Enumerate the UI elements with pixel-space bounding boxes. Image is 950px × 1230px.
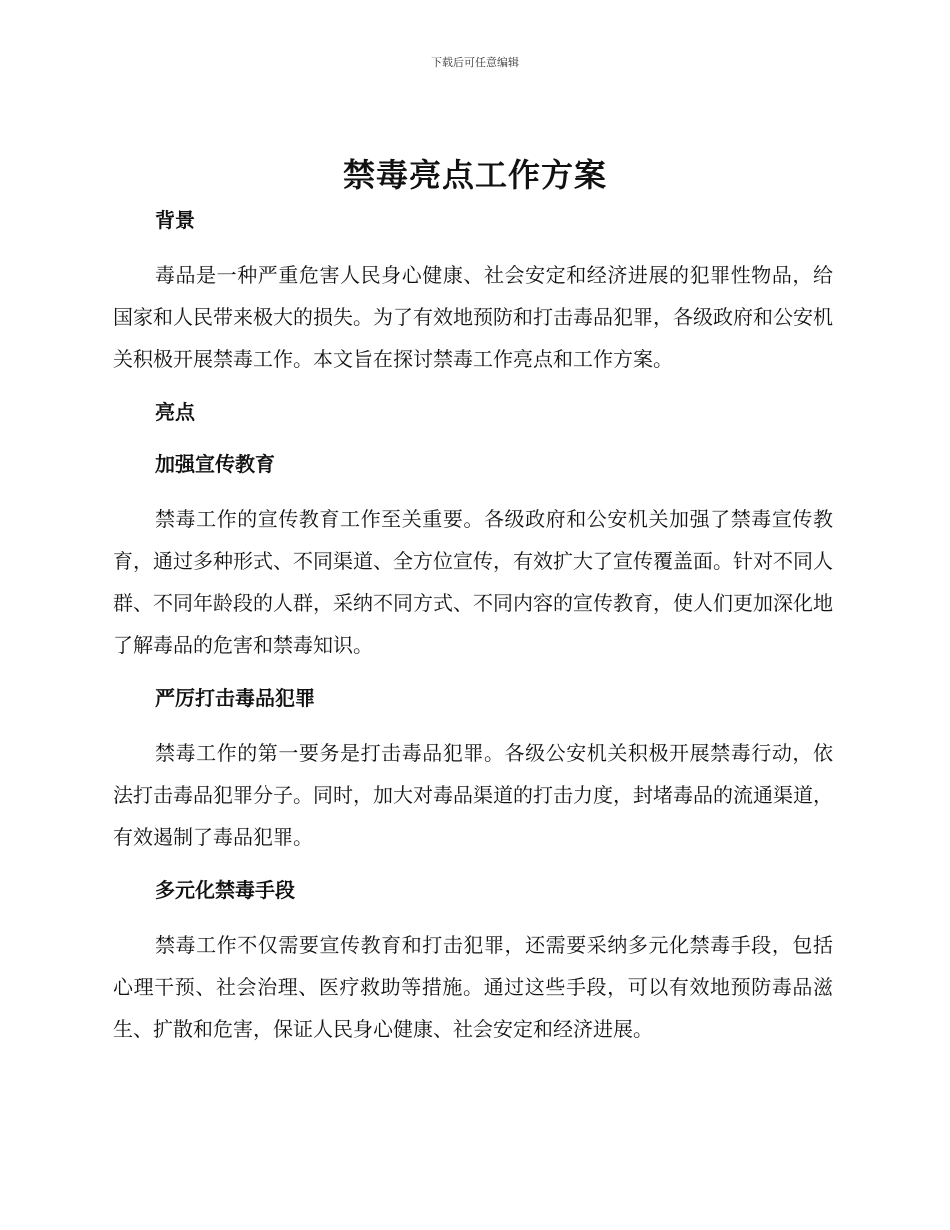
section-heading-background: 背景 [155,208,195,232]
section-heading-highlights: 亮点 [155,400,195,424]
paragraph-crackdown: 禁毒工作的第一要务是打击毒品犯罪。各级公安机关积极开展禁毒行动，依法打击毒品犯罪分子。同时，加大对毒品渠道的打击力度，封堵毒品的流通渠道，有效遏制了毒品犯罪。 [113,741,833,849]
section-heading-crackdown: 严厉打击毒品犯罪 [155,686,315,710]
header-note: 下载后可任意编辑 [431,56,519,69]
section-heading-diversified: 多元化禁毒手段 [155,878,295,902]
document-body [113,200,833,1050]
section-heading-publicity: 加强宣传教育 [155,452,275,476]
paragraph-background: 毒品是一种严重危害人民身心健康、社会安定和经济进展的犯罪性物品，给国家和人民带来极大的损失。为了有效地预防和打击毒品犯罪，各级政府和公安机关积极开展禁毒工作。本文旨在探讨禁毒工作亮点和工作方案。 [113,263,833,371]
paragraph-publicity: 禁毒工作的宣传教育工作至关重要。各级政府和公安机关加强了禁毒宣传教育，通过多种形式、不同渠道、全方位宣传，有效扩大了宣传覆盖面。针对不同人群、不同年龄段的人群，采纳不同方式、不同内容的宣传教育，使人们更加深化地了解毒品的危害和禁毒知识。 [113,507,833,657]
paragraph-diversified: 禁毒工作不仅需要宣传教育和打击犯罪，还需要采纳多元化禁毒手段，包括心理干预、社会治理、医疗救助等措施。通过这些手段，可以有效地预防毒品滋生、扩散和危害，保证人民身心健康、社会安定和经济进展。 [113,933,833,1041]
document-title: 禁毒亮点工作方案 [342,156,607,194]
